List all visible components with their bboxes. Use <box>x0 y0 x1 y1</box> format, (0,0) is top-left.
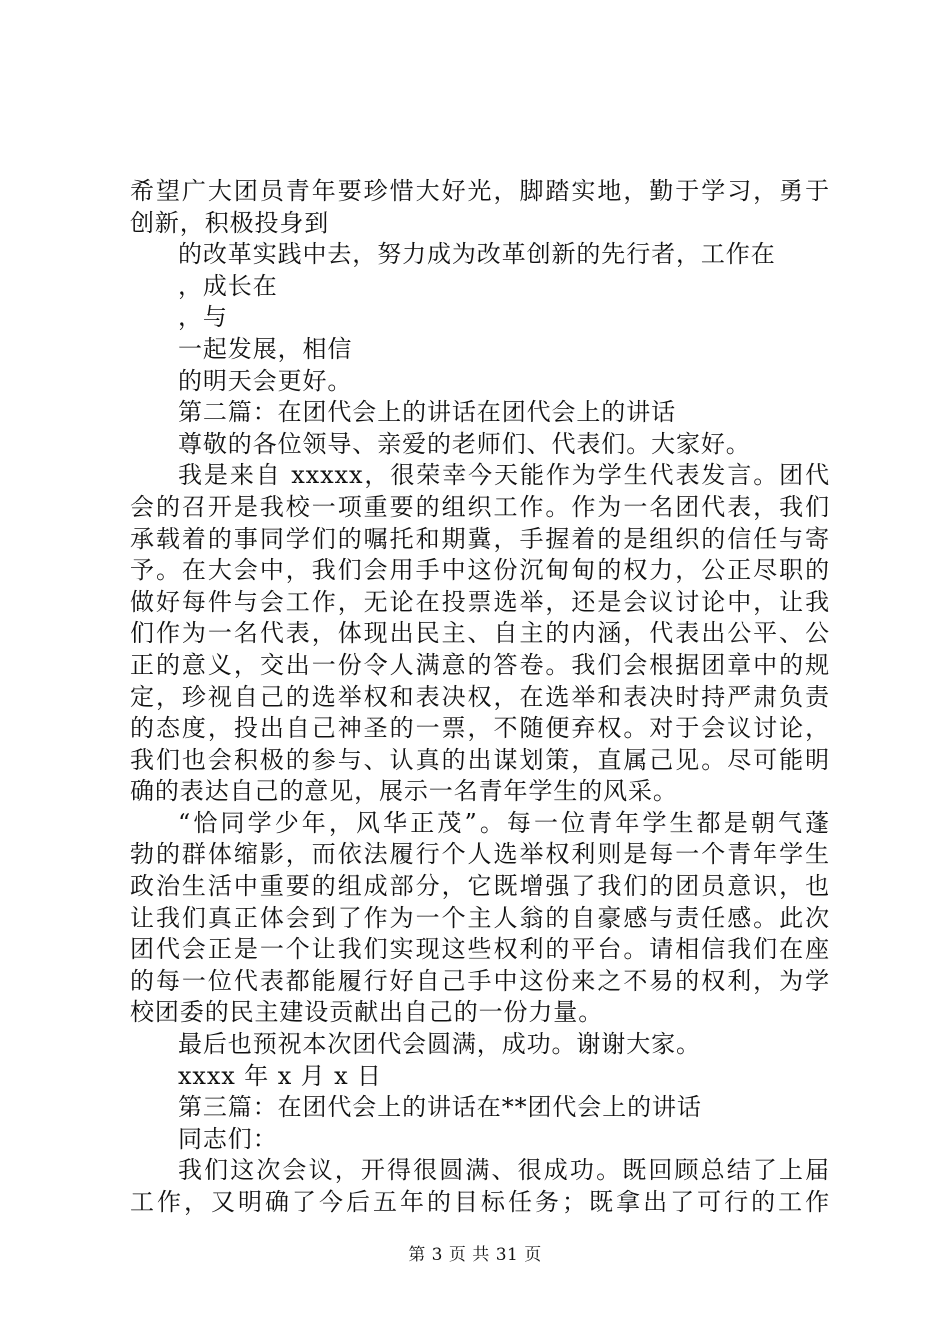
document-line: 的改革实践中去，努力成为改革创新的先行者，工作在 <box>178 240 776 269</box>
document-line: 勃的群体缩影，而依法履行个人选举权利则是每一个青年学生 <box>130 840 830 869</box>
document-line: 一起发展，相信 <box>178 334 353 363</box>
document-line: 工作，又明确了今后五年的目标任务；既拿出了可行的工作 <box>130 1188 830 1216</box>
document-line: 最后也预祝本次团代会圆满，成功。谢谢大家。 <box>178 1030 701 1059</box>
document-line: 政治生活中重要的组成部分，它既增强了我们的团员意识，也 <box>130 872 830 901</box>
document-line: ，成长在 <box>178 271 278 300</box>
document-line: 会的召开是我校一项重要的组织工作。作为一名团代表，我们 <box>130 492 830 521</box>
document-line: 予。在大会中，我们会用手中这份沉甸甸的权力，公正尽职的 <box>130 556 830 585</box>
document-line: 同志们： <box>178 1124 278 1153</box>
document-line: 的态度，投出自己神圣的一票，不随便弃权。对于会议讨论， <box>130 714 830 743</box>
document-line: 创新，积极投身到 <box>130 208 330 237</box>
document-body <box>130 176 830 1219</box>
document-line: 的每一位代表都能履行好自己手中这份来之不易的权利，为学 <box>130 966 830 995</box>
document-line: 确的表达自己的意见，展示一名青年学生的风采。 <box>130 777 678 806</box>
document-line: 校团委的民主建设贡献出自己的一份力量。 <box>130 998 604 1027</box>
document-line: 承载着的事同学们的嘱托和期冀，手握着的是组织的信任与寄 <box>130 524 830 553</box>
document-line: 我们也会积极的参与、认真的出谋划策，直属己见。尽可能明 <box>130 745 830 774</box>
document-line: “恰同学少年，风华正茂”。每一位青年学生都是朝气蓬 <box>178 808 830 837</box>
page-footer: 第 3 页 共 31 页 <box>408 1245 542 1265</box>
document-line: ，与 <box>178 303 228 332</box>
document-line: 希望广大团员青年要珍惜大好光，脚踏实地，勤于学习，勇于 <box>130 177 830 205</box>
document-line: 们作为一名代表，体现出民主、自主的内涵，代表出公平、公 <box>130 619 830 648</box>
document-line: 我们这次会议，开得很圆满、很成功。既回顾总结了上届 <box>178 1156 830 1185</box>
document-line: 让我们真正体会到了作为一个主人翁的自豪感与责任感。此次 <box>130 903 830 932</box>
document-line: 团代会正是一个让我们实现这些权利的平台。请相信我们在座 <box>130 935 830 964</box>
document-line: 做好每件与会工作，无论在投票选举，还是会议讨论中，让我 <box>130 587 830 616</box>
document-line: 我是来自 xxxxx，很荣幸今天能作为学生代表发言。团代 <box>178 461 830 490</box>
document-line: 的明天会更好。 <box>178 366 353 395</box>
document-line: 定，珍视自己的选举权和表决权，在选举和表决时持严肃负责 <box>130 682 830 711</box>
document-line: 第二篇：在团代会上的讲话在团代会上的讲话 <box>178 398 676 427</box>
document-line: 第三篇：在团代会上的讲话在**团代会上的讲话 <box>178 1093 702 1122</box>
document-line: 正的意义，交出一份令人满意的答卷。我们会根据团章中的规 <box>130 650 830 679</box>
document-line: 尊敬的各位领导、亲爱的老师们、代表们。大家好。 <box>178 429 751 458</box>
document-line: xxxx 年 x 月 x 日 <box>178 1061 382 1090</box>
